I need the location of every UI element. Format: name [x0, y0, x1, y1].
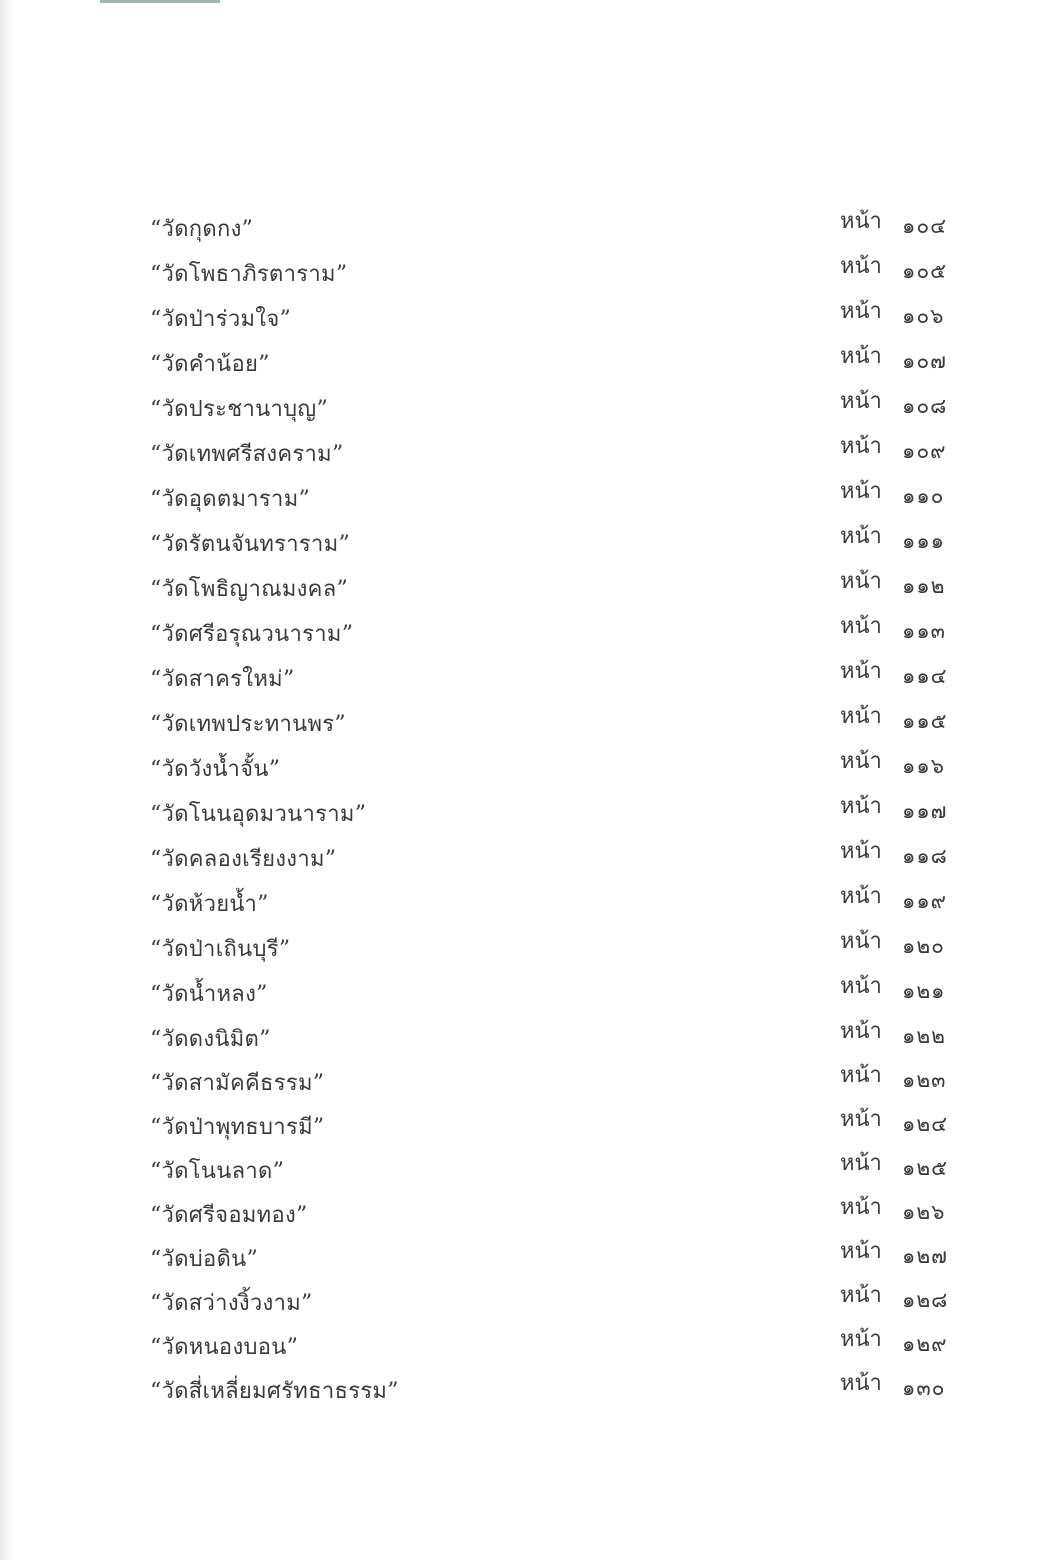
toc-entry [150, 704, 960, 743]
page-number: ๑๒๘ [902, 1288, 949, 1312]
temple-name: “วัดศรีจอมทอง” [150, 1203, 308, 1228]
page-label: หน้า [840, 1195, 882, 1220]
page-number: ๑๒๙ [902, 1332, 948, 1356]
temple-name: “วัดสว่างงิ้วงาม” [150, 1291, 313, 1316]
toc-entry [150, 1239, 960, 1278]
toc-entry [150, 974, 960, 1013]
page-label: หน้า [840, 884, 882, 909]
temple-name: “วัดโนนอุดมวนาราม” [150, 802, 367, 827]
page-label: หน้า [840, 974, 882, 999]
temple-name: “วัดวังน้ำจั้น” [150, 757, 281, 782]
page-label: หน้า [840, 569, 882, 594]
toc-entry [150, 254, 960, 293]
page-label: หน้า [840, 389, 882, 414]
page-label: หน้า [840, 1063, 882, 1088]
toc-entry [150, 299, 960, 338]
page-number: ๑๑๙ [902, 889, 948, 913]
page-number: ๑๓๐ [902, 1376, 946, 1400]
temple-name: “วัดหนองบอน” [150, 1335, 299, 1360]
toc-entry [150, 434, 960, 473]
temple-name: “วัดห้วยน้ำ” [150, 892, 269, 917]
temple-name: “วัดกุดกง” [150, 217, 254, 242]
page-label: หน้า [840, 839, 882, 864]
page-label: หน้า [840, 1371, 882, 1396]
toc-entry [150, 479, 960, 518]
temple-name: “วัดคลองเรียงงาม” [150, 847, 337, 872]
page-number: ๑๑๐ [902, 484, 945, 508]
temple-name: “วัดโพธิญาณมงคล” [150, 577, 349, 602]
toc-entry [150, 524, 960, 563]
page-label: หน้า [840, 434, 882, 459]
page-label: หน้า [840, 1283, 882, 1308]
toc-entry [150, 614, 960, 653]
page-label: หน้า [840, 1327, 882, 1352]
page-number: ๑๑๒ [902, 574, 946, 598]
temple-name: “วัดป่าเถินบุรี” [150, 937, 291, 962]
page-label: หน้า [840, 794, 882, 819]
toc-entry [150, 1107, 960, 1146]
page-number: ๑๐๗ [902, 349, 947, 373]
page-number: ๑๑๓ [902, 619, 947, 643]
page-number: ๑๒๗ [902, 1244, 948, 1268]
toc-entry [150, 1063, 960, 1102]
page-label: หน้า [840, 659, 882, 684]
toc-entry [150, 209, 960, 248]
page-number: ๑๐๙ [902, 439, 947, 463]
page-label: หน้า [840, 704, 882, 729]
temple-name: “วัดดงนิมิต” [150, 1027, 271, 1052]
toc-entry [150, 794, 960, 833]
page-number: ๑๒๒ [902, 1024, 947, 1048]
temple-name: “วัดเทพศรีสงคราม” [150, 442, 344, 467]
page-label: หน้า [840, 1151, 882, 1176]
page-number: ๑๒๑ [902, 979, 946, 1003]
temple-name: “วัดป่าพุทธบารมี” [150, 1115, 325, 1140]
temple-name: “วัดป่าร่วมใจ” [150, 307, 292, 332]
page-number: ๑๒๓ [902, 1068, 947, 1092]
page-number: ๑๐๔ [902, 214, 948, 238]
temple-name: “วัดอุดตมาราม” [150, 487, 311, 512]
toc-entry [150, 1371, 960, 1410]
page-label: หน้า [840, 209, 882, 234]
temple-name: “วัดเทพประทานพร” [150, 712, 346, 737]
toc-entry [150, 1195, 960, 1234]
toc-entry [150, 569, 960, 608]
page-label: หน้า [840, 299, 882, 324]
page-label: หน้า [840, 524, 882, 549]
temple-name: “วัดคำน้อย” [150, 352, 270, 377]
page-label: หน้า [840, 1019, 882, 1044]
toc-entry [150, 1327, 960, 1366]
toc-entry [150, 1019, 960, 1058]
page-number: ๑๒๕ [902, 1156, 949, 1180]
page-number: ๑๑๑ [902, 529, 945, 553]
toc-entry [150, 389, 960, 428]
page-number: ๑๒๔ [902, 1112, 949, 1136]
page-number: ๑๐๕ [902, 259, 948, 283]
toc-entry [150, 839, 960, 878]
page-number: ๑๐๖ [902, 304, 945, 328]
temple-name: “วัดประชานาบุญ” [150, 397, 329, 422]
page-label: หน้า [840, 1107, 882, 1132]
toc-entry [150, 1151, 960, 1190]
temple-name: “วัดสามัคคีธรรม” [150, 1071, 325, 1096]
page-label: หน้า [840, 614, 882, 639]
page-number: ๑๑๔ [902, 664, 948, 688]
page-number: ๑๑๖ [902, 754, 945, 778]
temple-name: “วัดโพธาภิรตาราม” [150, 262, 348, 287]
toc-entry [150, 929, 960, 968]
page-number: ๑๑๗ [902, 799, 948, 823]
page-label: หน้า [840, 344, 882, 369]
toc-entry [150, 749, 960, 788]
page-label: หน้า [840, 929, 882, 954]
page-number: ๑๑๕ [902, 709, 948, 733]
temple-name: “วัดสี่เหลี่ยมศรัทธาธรรม” [150, 1379, 399, 1404]
toc-entry [150, 884, 960, 923]
temple-name: “วัดรัตนจันทราราม” [150, 532, 351, 557]
page-label: หน้า [840, 254, 882, 279]
page-number: ๑๒๐ [902, 934, 945, 958]
temple-name: “วัดบ่อดิน” [150, 1247, 259, 1272]
temple-name: “วัดสาครใหม่” [150, 667, 295, 692]
temple-name: “วัดน้ำหลง” [150, 982, 268, 1007]
page-label: หน้า [840, 1239, 882, 1264]
toc-entry [150, 659, 960, 698]
page-number: ๑๐๘ [902, 394, 948, 418]
toc-entry [150, 1283, 960, 1322]
page-label: หน้า [840, 479, 882, 504]
temple-name: “วัดศรีอรุณวนาราม” [150, 622, 354, 647]
page-number: ๑๑๘ [902, 844, 948, 868]
temple-name: “วัดโนนลาด” [150, 1159, 285, 1184]
page-number: ๑๒๖ [902, 1200, 946, 1224]
page-label: หน้า [840, 749, 882, 774]
toc-entry [150, 344, 960, 383]
